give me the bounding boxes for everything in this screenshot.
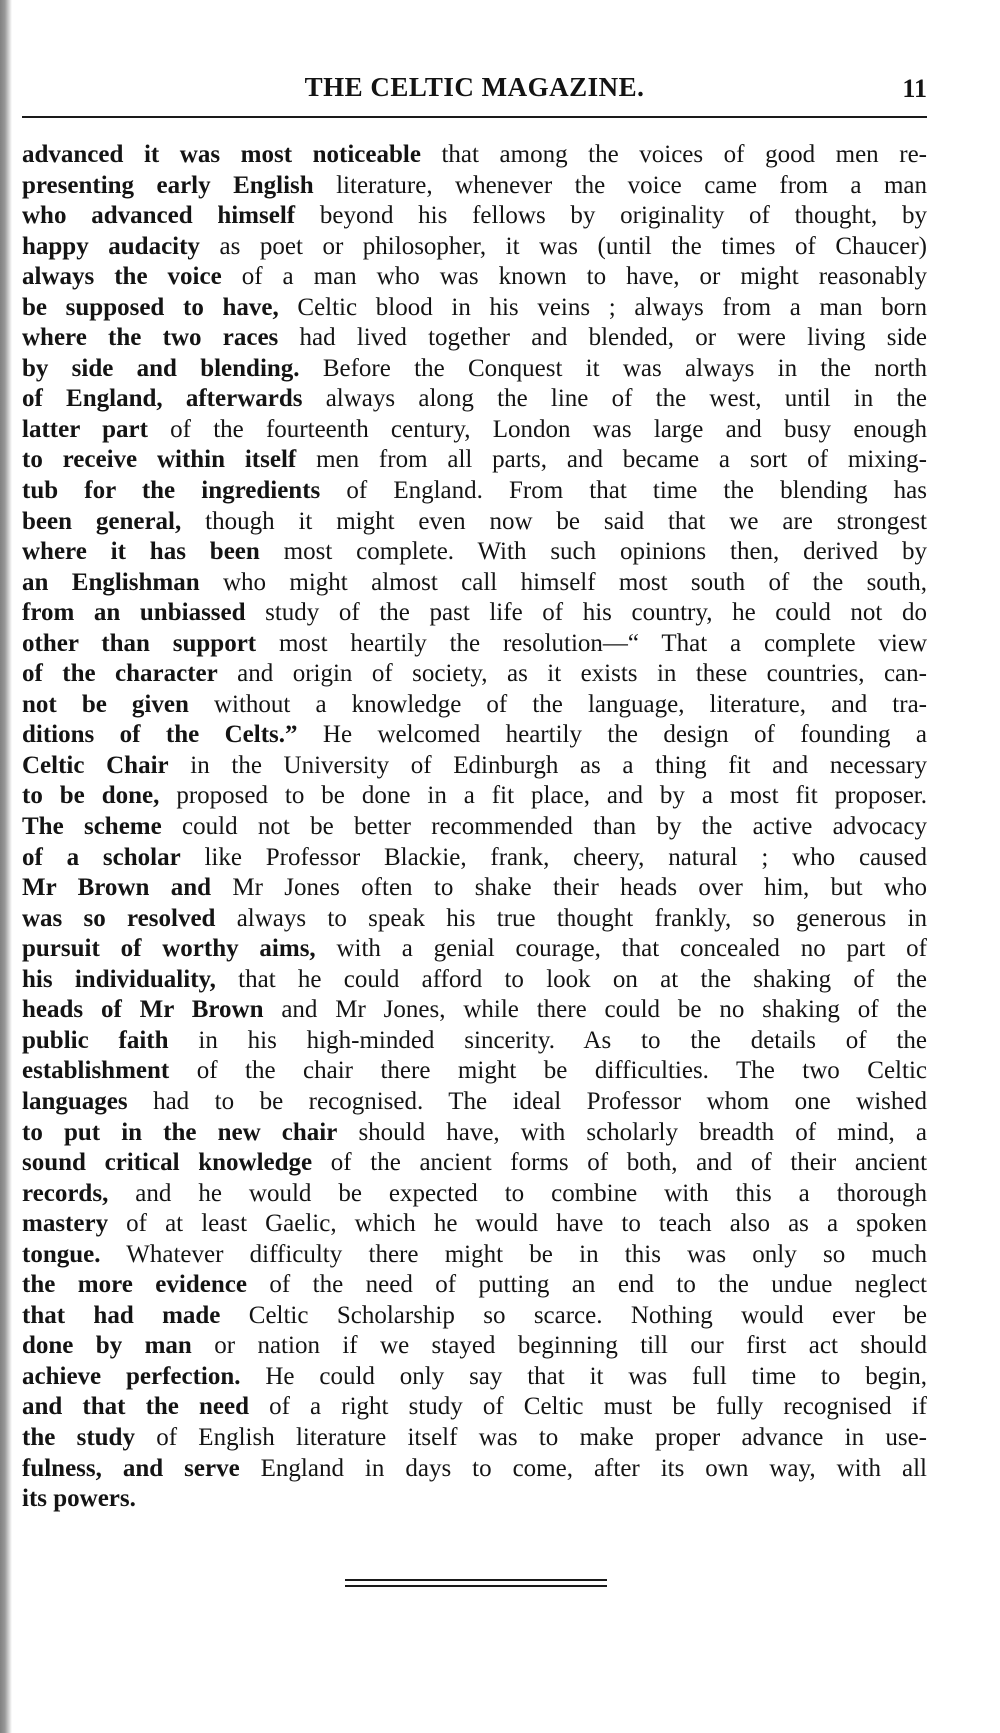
line-text: men from all parts, and became a sort of mixing- — [296, 446, 927, 474]
line-lead-text: Celtic Chair — [22, 751, 169, 779]
line-text: Before the Conquest it was always in the north — [299, 354, 927, 382]
text-line — [22, 904, 927, 935]
text-line — [22, 965, 927, 996]
text-line — [22, 690, 927, 721]
binding-edge-shadow — [0, 0, 12, 1733]
line-text: without a knowledge of the language, literature, and tra- — [188, 690, 927, 718]
line-text: He welcomed heartily the design of founding a — [297, 721, 927, 749]
text-line — [22, 1362, 927, 1393]
text-line — [22, 507, 927, 538]
line-text: had to be recognised. The ideal Professor whom one wished — [127, 1087, 927, 1115]
line-lead-text: to receive within itself — [22, 446, 297, 474]
text-line — [22, 1392, 927, 1423]
line-text: Mr Jones often to shake their heads over him, but who — [211, 874, 928, 902]
line-lead-text: of the character — [22, 660, 218, 688]
text-line — [22, 598, 927, 629]
line-text: of the chair there might be difficulties. The two Celtic — [169, 1057, 927, 1085]
line-lead-text: pursuit of worthy aims, — [22, 935, 316, 963]
line-text: that among the voices of good men re- — [420, 141, 927, 168]
line-lead-text: to be done, — [22, 782, 160, 810]
article-body — [22, 140, 927, 1515]
line-lead-text: by side and blending. — [22, 354, 300, 382]
running-title: THE CELTIC MAGAZINE. — [304, 72, 645, 102]
line-lead-text: achieve perfection. — [22, 1362, 241, 1390]
end-rule-upper — [345, 1579, 607, 1581]
line-lead-text: heads of Mr Brown — [22, 996, 264, 1024]
line-text: had lived together and blended, or were living side — [278, 324, 927, 352]
text-line — [22, 1301, 927, 1332]
text-line — [22, 720, 927, 751]
text-line — [22, 781, 927, 812]
line-lead-text: his individuality, — [22, 965, 216, 993]
text-line — [22, 537, 927, 568]
line-lead-text: tongue. — [22, 1240, 101, 1268]
line-lead-text: from an unbiassed — [22, 599, 246, 627]
line-lead-text: The scheme — [22, 813, 162, 841]
line-lead-text: been general, — [22, 507, 182, 535]
line-text: and Mr Jones, while there could be no shaking of the — [263, 996, 927, 1024]
line-text: always along the line of the west, until in the — [302, 385, 927, 413]
text-line — [22, 1056, 927, 1087]
line-text: of at least Gaelic, which he would have to teach also as a spoken — [108, 1210, 927, 1238]
line-lead-text: and that the need — [22, 1393, 250, 1421]
line-text: of England. From that time the blending has — [320, 477, 928, 505]
text-line — [22, 1087, 927, 1118]
line-text: of English literature itself was to make proper advance in use- — [134, 1423, 927, 1451]
line-text: in his high-minded sincerity. As to the details of the — [168, 1026, 928, 1054]
text-line — [22, 171, 927, 202]
text-line — [22, 140, 927, 171]
text-line — [22, 1209, 927, 1240]
line-text: beyond his fellows by originality of thought, by — [295, 202, 927, 230]
line-lead-text: languages — [22, 1087, 128, 1115]
line-text: though it might even now be said that we are strongest — [181, 507, 928, 535]
text-line — [22, 751, 927, 782]
line-lead-text: not be given — [22, 690, 189, 718]
text-line — [22, 1026, 927, 1057]
line-text: in the University of Edinburgh as a thing fit and necessary — [168, 751, 927, 779]
line-text: could not be better recommended than by the active advocacy — [161, 813, 928, 841]
line-lead-text: sound critical knowledge — [22, 1149, 313, 1177]
line-lead-text: where the two races — [22, 324, 279, 352]
page-number: 11 — [902, 74, 927, 103]
page-header — [22, 72, 927, 112]
text-line — [22, 323, 927, 354]
line-text: of the need of putting an end to the undue neglect — [246, 1271, 927, 1299]
text-line — [22, 1240, 927, 1271]
line-text: and he would be expected to combine with this a thorough — [108, 1179, 927, 1207]
text-line — [22, 934, 927, 965]
header-rule — [22, 116, 927, 118]
line-text: study of the past life of his country, he could not do — [245, 599, 927, 627]
line-text: England in days to come, after its own way, with all — [239, 1454, 927, 1482]
line-text: should have, with scholarly breadth of mind, a — [337, 1118, 927, 1146]
line-lead-text: advanced it was most noticeable — [22, 141, 421, 168]
line-lead-text: done by man — [22, 1332, 192, 1360]
line-lead-text: where it has been — [22, 538, 260, 566]
line-lead-text: establishment — [22, 1057, 170, 1085]
text-line — [22, 1331, 927, 1362]
line-text: of the fourteenth century, London was large and busy enough — [147, 415, 927, 443]
line-lead-text: always the voice — [22, 263, 222, 291]
line-lead-text: to put in the new chair — [22, 1118, 338, 1146]
line-text: of a man who was known to have, or might reasonably — [221, 263, 927, 291]
line-lead-text: an Englishman — [22, 568, 200, 596]
text-line — [22, 1270, 927, 1301]
text-line — [22, 1148, 927, 1179]
text-line — [22, 1454, 927, 1485]
text-line — [22, 232, 927, 263]
line-text: Celtic blood in his veins ; always from a man born — [278, 293, 927, 321]
line-lead-text: that had made — [22, 1301, 221, 1329]
text-line — [22, 262, 927, 293]
text-line — [22, 995, 927, 1026]
line-text: like Professor Blackie, frank, cheery, natural ; who caused — [180, 843, 927, 871]
line-lead-text: records, — [22, 1179, 109, 1207]
text-line — [22, 843, 927, 874]
line-text: He could only say that it was full time to begin, — [240, 1362, 927, 1390]
line-text: that he could afford to look on at the shaking of the — [215, 965, 927, 993]
line-lead-text: was so resolved — [22, 904, 216, 932]
text-line — [22, 384, 927, 415]
line-text: of a right study of Celtic must be fully recognised if — [249, 1393, 928, 1421]
line-text: always to speak his true thought frankly, so generous in — [215, 904, 927, 932]
line-text: literature, whenever the voice came from a man — [313, 171, 927, 199]
line-lead-text: the study — [22, 1423, 135, 1451]
line-lead-text: who advanced himself — [22, 202, 296, 230]
line-lead-text: other than support — [22, 629, 257, 657]
line-text: proposed to be done in a fit place, and by a most fit proposer. — [159, 782, 927, 810]
text-line — [22, 659, 927, 690]
line-text: of the ancient forms of both, and of their ancient — [312, 1149, 928, 1177]
line-text: or nation if we stayed beginning till our first act should — [191, 1332, 927, 1360]
line-lead-text: latter part — [22, 415, 148, 443]
line-lead-text: happy audacity — [22, 232, 200, 260]
line-lead-text: Mr Brown and — [22, 874, 212, 902]
text-line — [22, 476, 927, 507]
text-line — [22, 568, 927, 599]
text-line — [22, 293, 927, 324]
text-line — [22, 445, 927, 476]
line-lead-text: tub for the ingredients — [22, 477, 321, 505]
line-text: Celtic Scholarship so scarce. Nothing would ever be — [220, 1301, 927, 1329]
line-text: Whatever difficulty there might be in this was only so much — [100, 1240, 927, 1268]
text-line — [22, 1423, 927, 1454]
line-text: with a genial courage, that concealed no part of — [315, 935, 927, 963]
text-line — [22, 629, 927, 660]
line-lead-text: ditions of the Celts.” — [22, 721, 298, 749]
line-lead-text: its powers. — [22, 1485, 136, 1513]
line-text: who might almost call himself most south of the south, — [199, 568, 927, 596]
text-line — [22, 1484, 927, 1515]
line-lead-text: mastery — [22, 1210, 109, 1238]
line-text: as poet or philosopher, it was (until the times of Chaucer) — [199, 232, 927, 260]
line-text: most heartily the resolution—“ That a complete view — [256, 629, 928, 657]
text-line — [22, 812, 927, 843]
line-lead-text: fulness, and serve — [22, 1454, 240, 1482]
text-line — [22, 1179, 927, 1210]
line-lead-text: be supposed to have, — [22, 293, 279, 321]
line-lead-text: the more evidence — [22, 1271, 247, 1299]
line-lead-text: presenting early English — [22, 171, 314, 199]
text-line — [22, 873, 927, 904]
line-lead-text: of a scholar — [22, 843, 181, 871]
text-line — [22, 354, 927, 385]
line-text: and origin of society, as it exists in these countries, can- — [217, 660, 927, 688]
end-rule-lower — [345, 1585, 607, 1587]
line-lead-text: of England, afterwards — [22, 385, 303, 413]
text-line — [22, 1118, 927, 1149]
text-line — [22, 415, 927, 446]
text-line — [22, 201, 927, 232]
line-text: most complete. With such opinions then, derived by — [259, 538, 927, 566]
line-lead-text: public faith — [22, 1026, 169, 1054]
